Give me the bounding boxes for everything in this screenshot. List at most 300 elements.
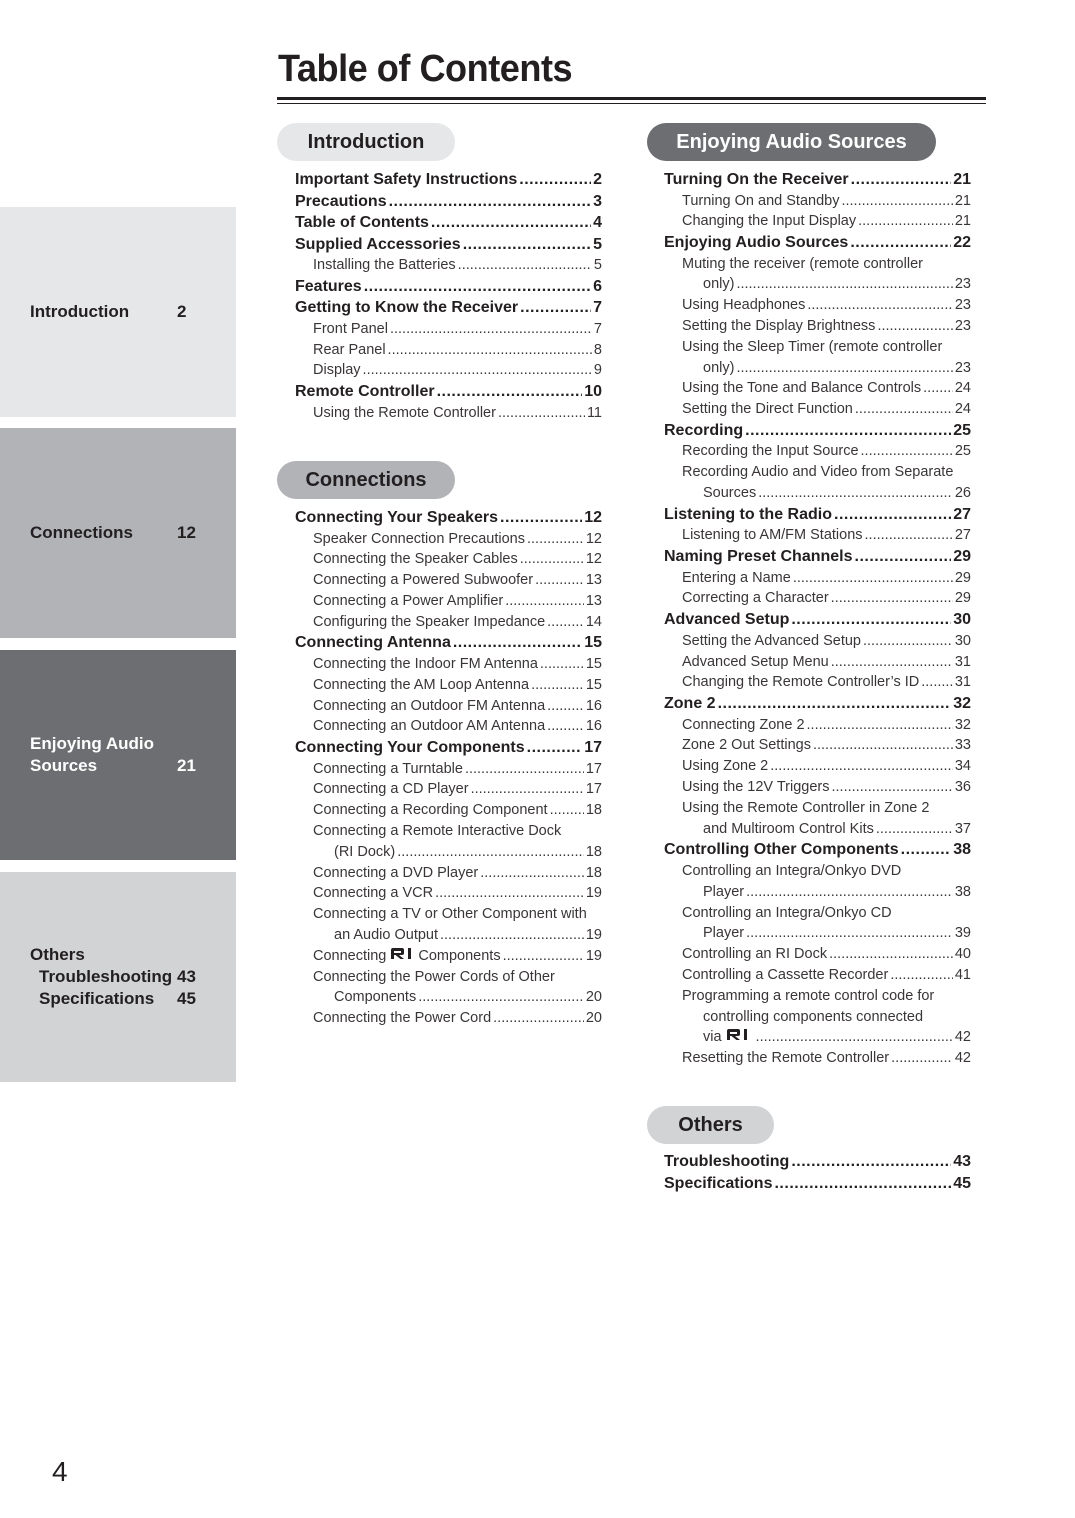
- toc-entry[interactable]: [295, 967, 602, 988]
- toc-entry-title: Resetting the Remote Controller: [682, 1050, 890, 1067]
- toc-entry-page: 9: [593, 362, 602, 379]
- toc-entry-title: Setting the Direct Function: [682, 401, 853, 418]
- toc-entry-page: 13: [585, 572, 602, 589]
- toc-entry[interactable]: [664, 211, 971, 232]
- toc-list-connections: [295, 507, 602, 1029]
- toc-entry-title: Recording the Input Source: [682, 443, 859, 460]
- toc-entry-page: 42: [954, 1050, 971, 1067]
- toc-entry-title-cont: Components: [334, 989, 417, 1006]
- toc-entry[interactable]: [295, 570, 602, 591]
- toc-entry-title: Rear Panel: [313, 341, 386, 358]
- toc-entry-continuation[interactable]: [664, 1027, 971, 1048]
- toc-entry-page: 29: [953, 548, 971, 566]
- side-tab-sub-label: Troubleshooting: [39, 967, 173, 986]
- dot-leader: [855, 546, 952, 568]
- toc-entry[interactable]: [664, 232, 971, 254]
- toc-entry-title: Connecting the Power Cords of Other: [313, 968, 555, 985]
- dot-leader: [863, 631, 953, 652]
- toc-entry[interactable]: [295, 381, 602, 403]
- toc-entry-title: Zone 2: [664, 695, 716, 713]
- toc-entry-title: Using the Tone and Balance Controls: [682, 380, 922, 397]
- toc-entry-title-cont: and Multiroom Control Kits: [703, 820, 874, 837]
- side-tab-enjoying-audio-sources[interactable]: [0, 650, 236, 860]
- toc-entry-page: 45: [953, 1174, 971, 1192]
- toc-entry[interactable]: [664, 1048, 971, 1069]
- toc-entry[interactable]: [664, 588, 971, 609]
- toc-entry-page: 23: [954, 317, 971, 334]
- toc-entry-page: 25: [953, 421, 971, 439]
- toc-entry[interactable]: [664, 839, 971, 861]
- toc-entry[interactable]: [664, 652, 971, 673]
- toc-entry-title-cont: Components: [418, 947, 501, 964]
- toc-entry-title: Remote Controller: [295, 383, 435, 401]
- toc-entry-title: Listening to AM/FM Stations: [682, 527, 863, 544]
- toc-entry[interactable]: [664, 295, 971, 316]
- toc-entry-continuation[interactable]: [664, 923, 971, 944]
- dot-leader: [834, 504, 951, 526]
- toc-entry-page: 31: [954, 674, 971, 691]
- toc-entry[interactable]: [664, 462, 971, 483]
- page-number: 4: [52, 1456, 68, 1487]
- title-rule-thin: [277, 103, 986, 104]
- toc-entry[interactable]: [664, 420, 971, 442]
- toc-entry[interactable]: [664, 798, 971, 819]
- dot-leader: [465, 759, 584, 780]
- toc-entry[interactable]: [664, 1151, 971, 1173]
- title-rule-thick: [277, 97, 986, 100]
- toc-entry-page: 4: [593, 214, 602, 231]
- side-tab-others[interactable]: [0, 872, 236, 1082]
- dot-leader: [503, 946, 584, 967]
- page-title: Table of Contents: [278, 48, 573, 90]
- dot-leader: [363, 360, 592, 381]
- dot-leader: [877, 316, 952, 337]
- dot-leader: [791, 609, 951, 631]
- dot-leader: [841, 191, 952, 212]
- toc-entry[interactable]: [295, 591, 602, 612]
- toc-entry-page: 27: [954, 527, 971, 544]
- dot-leader: [921, 672, 953, 693]
- dot-leader: [855, 399, 953, 420]
- toc-entry-title: Connecting a DVD Player: [313, 864, 479, 881]
- toc-entry[interactable]: [295, 863, 602, 884]
- toc-entry[interactable]: [664, 609, 971, 631]
- toc-entry[interactable]: [664, 568, 971, 589]
- toc-entry-page: 43: [953, 1153, 971, 1170]
- toc-list-enjoying-audio-sources: [664, 169, 971, 1069]
- toc-entry-title: Setting the Display Brightness: [682, 317, 876, 334]
- toc-entry-title: Using the Remote Controller in Zone 2: [682, 799, 930, 816]
- toc-entry[interactable]: [295, 297, 602, 319]
- toc-entry-title-cont: via: [703, 1029, 722, 1046]
- toc-entry-page: 39: [954, 925, 971, 942]
- ri-logo-icon: [726, 1027, 750, 1048]
- toc-entry[interactable]: [295, 654, 602, 675]
- toc-entry-title: Using the Sleep Timer (remote controller: [682, 338, 943, 355]
- toc-entry-title: Listening to the Radio: [664, 505, 832, 523]
- toc-entry-page: 25: [954, 443, 971, 460]
- toc-entry-page: 19: [585, 885, 602, 902]
- dot-leader: [498, 403, 585, 424]
- toc-entry-page: 17: [585, 760, 602, 777]
- toc-entry-title: Speaker Connection Precautions: [313, 530, 525, 547]
- toc-entry-page: 12: [584, 509, 602, 526]
- toc-list-others: [664, 1151, 971, 1194]
- toc-entry-title-cont: (RI Dock): [334, 843, 396, 860]
- side-tab-label: Introduction: [30, 302, 130, 321]
- dot-leader: [756, 1027, 953, 1048]
- dot-leader: [813, 735, 953, 756]
- toc-entry-page: 29: [954, 590, 971, 607]
- toc-entry-page: 17: [584, 739, 602, 757]
- toc-entry-page: 8: [593, 341, 602, 358]
- toc-entry-title: Connecting a Recording Component: [313, 802, 548, 819]
- dot-leader: [745, 420, 951, 442]
- toc-entry-title-cont: only): [703, 276, 735, 293]
- dot-leader: [746, 882, 953, 903]
- toc-entry-title: Getting to Know the Receiver: [295, 299, 519, 317]
- toc-entry[interactable]: [664, 169, 971, 191]
- side-tab-sub-page: 43: [177, 967, 196, 986]
- toc-entry-page: 26: [954, 485, 971, 502]
- section-heading-enjoying-audio-sources: Enjoying Audio Sources: [647, 123, 936, 161]
- dot-leader: [831, 652, 953, 673]
- toc-entry[interactable]: [664, 777, 971, 798]
- toc-entry[interactable]: [664, 672, 971, 693]
- toc-entry[interactable]: [664, 337, 971, 358]
- toc-entry-page: 24: [954, 401, 971, 418]
- toc-entry-title: Supplied Accessories: [295, 235, 461, 253]
- toc-entry-title: Correcting a Character: [682, 590, 829, 607]
- toc-entry-title: Turning On the Receiver: [664, 171, 849, 188]
- dot-leader: [890, 965, 953, 986]
- toc-entry-page: 38: [954, 883, 971, 900]
- toc-entry[interactable]: [664, 631, 971, 652]
- dot-leader: [831, 588, 953, 609]
- toc-entry[interactable]: [295, 883, 602, 904]
- toc-entry-title: Naming Preset Channels: [664, 548, 853, 566]
- toc-entry-title: Precautions: [295, 192, 387, 210]
- toc-entry[interactable]: [295, 549, 602, 570]
- toc-entry-title: Connecting a Turntable: [313, 760, 463, 777]
- toc-entry-title: Front Panel: [313, 320, 388, 337]
- toc-entry-title: Installing the Batteries: [313, 257, 456, 273]
- toc-entry-title: Advanced Setup Menu: [682, 653, 829, 670]
- toc-entry-title: Muting the receiver (remote controller: [682, 255, 923, 272]
- toc-entry[interactable]: [664, 756, 971, 777]
- toc-entry[interactable]: [295, 403, 602, 424]
- dot-leader: [493, 1008, 584, 1029]
- toc-entry-page: 15: [585, 676, 602, 693]
- side-tab-label: Others: [30, 945, 85, 964]
- dot-leader: [865, 525, 953, 546]
- side-tab-label-line2: Sources: [30, 756, 98, 775]
- dot-leader: [437, 381, 583, 403]
- dot-leader: [519, 169, 591, 191]
- side-tab-page: 12: [177, 523, 196, 542]
- toc-entry[interactable]: [295, 612, 602, 633]
- dot-leader: [431, 212, 591, 234]
- dot-leader: [901, 839, 952, 861]
- toc-entry-continuation[interactable]: [664, 358, 971, 379]
- toc-entry-continuation[interactable]: [664, 819, 971, 840]
- dot-leader: [364, 276, 591, 298]
- dot-leader: [520, 297, 591, 319]
- toc-entry-title: Changing the Input Display: [682, 213, 857, 230]
- toc-entry-page: 37: [954, 820, 971, 837]
- toc-entry-page: 34: [954, 758, 971, 775]
- toc-entry-title-cont: Player: [703, 883, 745, 900]
- dot-leader: [791, 1151, 951, 1173]
- toc-entry[interactable]: [295, 529, 602, 550]
- toc-entry[interactable]: [664, 715, 971, 736]
- toc-entry[interactable]: [295, 340, 602, 361]
- toc-entry-title: Using Headphones: [682, 297, 806, 314]
- section-heading-introduction: Introduction: [277, 123, 455, 161]
- toc-entry-page: 2: [593, 171, 602, 188]
- dot-leader: [527, 529, 584, 550]
- toc-entry-page: 42: [954, 1029, 971, 1046]
- toc-entry-title: Features: [295, 277, 362, 295]
- toc-entry-title: Connecting the Power Cord: [313, 1010, 492, 1027]
- toc-entry[interactable]: [664, 693, 971, 715]
- toc-entry[interactable]: [664, 191, 971, 212]
- toc-entry-page: 19: [585, 927, 602, 944]
- toc-entry-title: Connecting the Speaker Cables: [313, 551, 518, 568]
- toc-entry-title: Recording: [664, 421, 744, 439]
- toc-entry[interactable]: [664, 441, 971, 462]
- toc-entry[interactable]: [295, 696, 602, 717]
- toc-entry-page: 6: [593, 277, 602, 295]
- dot-leader: [851, 169, 952, 191]
- toc-entry-continuation[interactable]: [295, 987, 602, 1008]
- toc-entry-page: 11: [586, 404, 602, 421]
- toc-entry[interactable]: [664, 903, 971, 924]
- toc-entry[interactable]: [664, 861, 971, 882]
- dot-leader: [891, 1048, 953, 1069]
- toc-entry[interactable]: [295, 800, 602, 821]
- toc-entry-title: Troubleshooting: [664, 1153, 790, 1170]
- dot-leader: [540, 654, 584, 675]
- toc-entry[interactable]: [664, 944, 971, 965]
- side-tab-sub-label: Specifications: [39, 989, 155, 1008]
- toc-entry[interactable]: [664, 986, 971, 1007]
- toc-entry-title: Using the 12V Triggers: [682, 779, 830, 796]
- toc-entry-title: Controlling an Integra/Onkyo CD: [682, 904, 892, 921]
- dot-leader: [746, 923, 953, 944]
- toc-entry-title: Using the Remote Controller: [313, 404, 496, 421]
- section-heading-connections: Connections: [277, 461, 455, 499]
- dot-leader: [505, 591, 584, 612]
- toc-entry-title: Configuring the Speaker Impedance: [313, 613, 546, 630]
- dot-leader: [832, 777, 953, 798]
- toc-entry[interactable]: [664, 378, 971, 399]
- toc-entry[interactable]: [295, 904, 602, 925]
- dot-leader: [793, 568, 953, 589]
- toc-entry-page: 32: [954, 716, 971, 733]
- toc-entry[interactable]: [295, 319, 602, 340]
- toc-entry-page: 30: [954, 632, 971, 649]
- toc-entry-title: Display: [313, 362, 361, 379]
- toc-entry-page: 32: [953, 695, 971, 713]
- toc-entry-title: Connecting a Power Amplifier: [313, 592, 504, 609]
- toc-entry-title: Important Safety Instructions: [295, 171, 518, 188]
- toc-entry-title: Connecting an Outdoor FM Antenna: [313, 697, 546, 714]
- toc-entry-page: 18: [585, 864, 602, 881]
- toc-entry-page: 14: [585, 613, 602, 630]
- toc-entry[interactable]: [664, 399, 971, 420]
- side-tab-page: 2: [177, 302, 187, 321]
- dot-leader: [388, 340, 592, 361]
- toc-entry-page: 18: [585, 843, 602, 860]
- toc-entry-continuation[interactable]: [664, 1007, 971, 1028]
- dot-leader: [531, 675, 584, 696]
- dot-leader: [858, 211, 953, 232]
- dot-leader: [547, 716, 584, 737]
- toc-entry[interactable]: [295, 675, 602, 696]
- toc-entry-title: Connecting the AM Loop Antenna: [313, 676, 530, 693]
- toc-entry-title: Connecting Your Speakers: [295, 509, 499, 526]
- toc-entry-page: 33: [954, 737, 971, 754]
- toc-entry-title: Controlling an RI Dock: [682, 946, 828, 963]
- toc-entry-page: 3: [593, 192, 602, 210]
- toc-entry-page: 13: [585, 592, 602, 609]
- dot-leader: [435, 883, 584, 904]
- dot-leader: [718, 693, 952, 715]
- toc-entry[interactable]: [295, 779, 602, 800]
- toc-entry[interactable]: [295, 276, 602, 298]
- toc-entry-title: Recording Audio and Video from Separate: [682, 464, 954, 481]
- dot-leader: [463, 234, 591, 256]
- toc-entry[interactable]: [664, 1173, 971, 1195]
- toc-entry-page: 23: [954, 276, 971, 293]
- dot-leader: [547, 696, 584, 717]
- toc-entry-page: 20: [585, 989, 602, 1006]
- toc-entry-title: Programming a remote control code for: [682, 987, 935, 1004]
- dot-leader: [520, 549, 584, 570]
- toc-entry[interactable]: [295, 212, 602, 234]
- section-heading-others: Others: [647, 1106, 774, 1144]
- dot-leader: [480, 863, 584, 884]
- toc-entry[interactable]: [664, 504, 971, 526]
- toc-entry-title: Connecting a TV or Other Component with: [313, 906, 587, 923]
- side-tab-connections[interactable]: [0, 428, 236, 638]
- toc-entry[interactable]: [295, 360, 602, 381]
- toc-entry[interactable]: [664, 254, 971, 275]
- dot-leader: [500, 507, 582, 529]
- toc-entry-continuation[interactable]: [664, 882, 971, 903]
- toc-entry-page: 23: [954, 359, 971, 376]
- toc-entry-page: 38: [953, 841, 971, 859]
- dot-leader: [807, 295, 953, 316]
- side-tab-introduction[interactable]: [0, 207, 236, 417]
- toc-entry[interactable]: [295, 946, 602, 967]
- toc-entry[interactable]: [295, 234, 602, 256]
- toc-entry-page: 21: [954, 192, 971, 209]
- dot-leader: [774, 1173, 951, 1195]
- toc-entry-title: Connecting Zone 2: [682, 716, 805, 733]
- toc-entry-continuation[interactable]: [664, 483, 971, 504]
- toc-entry-title-cont: Sources: [703, 485, 757, 502]
- toc-entry-title: Connecting a Remote Interactive Dock: [313, 823, 562, 840]
- toc-entry-title: Zone 2 Out Settings: [682, 737, 811, 754]
- toc-entry[interactable]: [664, 316, 971, 337]
- toc-entry-page: 15: [585, 655, 602, 672]
- toc-entry[interactable]: [295, 169, 602, 191]
- toc-entry[interactable]: [664, 525, 971, 546]
- dot-leader: [550, 800, 584, 821]
- toc-entry-continuation[interactable]: [295, 842, 602, 863]
- dot-leader: [861, 441, 953, 462]
- dot-leader: [876, 819, 953, 840]
- toc-entry-page: 41: [954, 966, 971, 983]
- ri-logo-icon: [390, 946, 414, 967]
- dot-leader: [390, 319, 592, 340]
- dot-leader: [440, 925, 584, 946]
- toc-entry-title: Using Zone 2: [682, 758, 769, 775]
- toc-entry-title: Connecting: [313, 947, 387, 964]
- toc-entry-page: 12: [585, 551, 602, 568]
- toc-entry[interactable]: [295, 255, 602, 276]
- toc-entry-page: 5: [593, 235, 602, 253]
- toc-entry[interactable]: [295, 759, 602, 780]
- toc-entry-title: Setting the Advanced Setup: [682, 632, 861, 649]
- dot-leader: [397, 842, 584, 863]
- toc-entry-title-cont: controlling components connected: [703, 1008, 924, 1025]
- toc-entry-title: Specifications: [664, 1174, 773, 1192]
- dot-leader: [471, 779, 584, 800]
- toc-entry-page: 7: [593, 299, 602, 317]
- toc-entry[interactable]: [664, 735, 971, 756]
- dot-leader: [736, 274, 952, 295]
- toc-entry-page: 20: [585, 1010, 602, 1027]
- toc-entry[interactable]: [295, 507, 602, 529]
- toc-entry-page: 29: [954, 569, 971, 586]
- toc-entry[interactable]: [295, 737, 602, 759]
- dot-leader: [527, 737, 583, 759]
- toc-entry-title-cont: only): [703, 359, 735, 376]
- toc-entry-continuation[interactable]: [664, 274, 971, 295]
- dot-leader: [418, 987, 584, 1008]
- toc-entry-page: 12: [585, 530, 602, 547]
- toc-entry-continuation[interactable]: [295, 925, 602, 946]
- side-tab-sub-page: 45: [177, 989, 196, 1008]
- toc-entry-title: Table of Contents: [295, 214, 429, 231]
- toc-entry[interactable]: [295, 716, 602, 737]
- toc-entry-page: 17: [585, 781, 602, 798]
- toc-entry[interactable]: [295, 1008, 602, 1029]
- dot-leader: [807, 715, 953, 736]
- toc-entry-title: Connecting a CD Player: [313, 781, 469, 798]
- toc-entry[interactable]: [664, 546, 971, 568]
- toc-entry-page: 19: [585, 947, 602, 964]
- toc-entry-title: Controlling Other Components: [664, 841, 899, 859]
- dot-leader: [829, 944, 953, 965]
- toc-entry-title: Connecting a VCR: [313, 885, 434, 902]
- toc-entry[interactable]: [295, 632, 602, 654]
- toc-entry-page: 36: [954, 779, 971, 796]
- toc-entry[interactable]: [664, 965, 971, 986]
- toc-list-introduction: [295, 169, 602, 423]
- toc-entry-page: 27: [953, 505, 971, 523]
- dot-leader: [770, 756, 953, 777]
- toc-entry-title: Connecting Antenna: [295, 634, 451, 652]
- toc-entry[interactable]: [295, 191, 602, 213]
- toc-entry-title: Enjoying Audio Sources: [664, 234, 849, 252]
- toc-entry[interactable]: [295, 821, 602, 842]
- toc-entry-title: Controlling a Cassette Recorder: [682, 966, 889, 983]
- toc-entry-page: 24: [954, 380, 971, 397]
